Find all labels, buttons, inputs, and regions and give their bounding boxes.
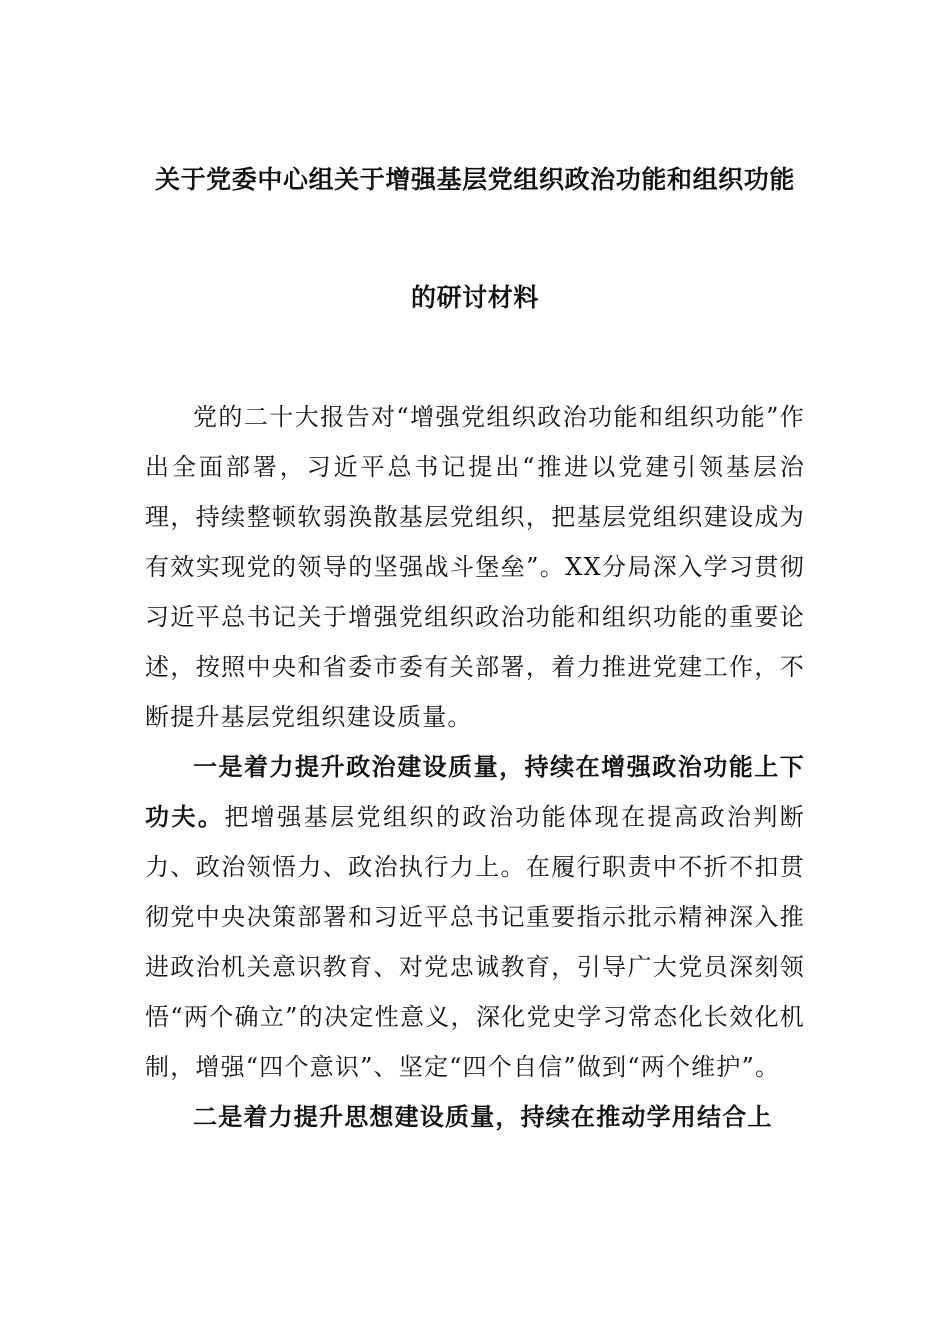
paragraph-text: 党的二十大报告对“增强党组织政治功能和组织功能”作出全面部署，习近平总书记提出“推进以党建引领基层治理，持续整顿软弱涣散基层党组织，把基层党组织建设成为有效实现党的领导的坚强战斗堡垒”。XX分局深入学习贯彻习近平总书记关于增强党组织政治功能和组织功能的重要论述，按照中央和省委市委有关部署，着力推进党建工作，不断提升基层党组织建设质量。 xyxy=(145,403,805,731)
paragraph-lead: 一是着力提升政治建设质量，持续在增强政治功能上下功夫。 xyxy=(145,752,805,831)
document-title-line-1: 关于党委中心组关于增强基层党组织政治功能和组织功能 xyxy=(154,165,795,194)
paragraph-political-building xyxy=(145,742,805,1092)
paragraph-intro xyxy=(145,392,805,742)
paragraph-text: 把增强基层党组织的政治功能体现在提高政治判断力、政治领悟力、政治执行力上。在履行职责中不折不扣贯彻党中央决策部署和习近平总书记重要指示批示精神深入推进政治机关意识教育、对党忠诚教育，引导广大党员深刻领悟“两个确立”的决定性意义，深化党史学习常态化长效化机制，增强“四个意识”、坚定“四个自信”做到“两个维护”。 xyxy=(145,803,805,1081)
document-title-line-2: 的研讨材料 xyxy=(410,283,539,312)
document-body xyxy=(145,392,805,1142)
paragraph-ideological-building xyxy=(145,1092,805,1142)
paragraph-lead: 二是着力提升思想建设质量，持续在推动学用结合上 xyxy=(193,1102,773,1131)
